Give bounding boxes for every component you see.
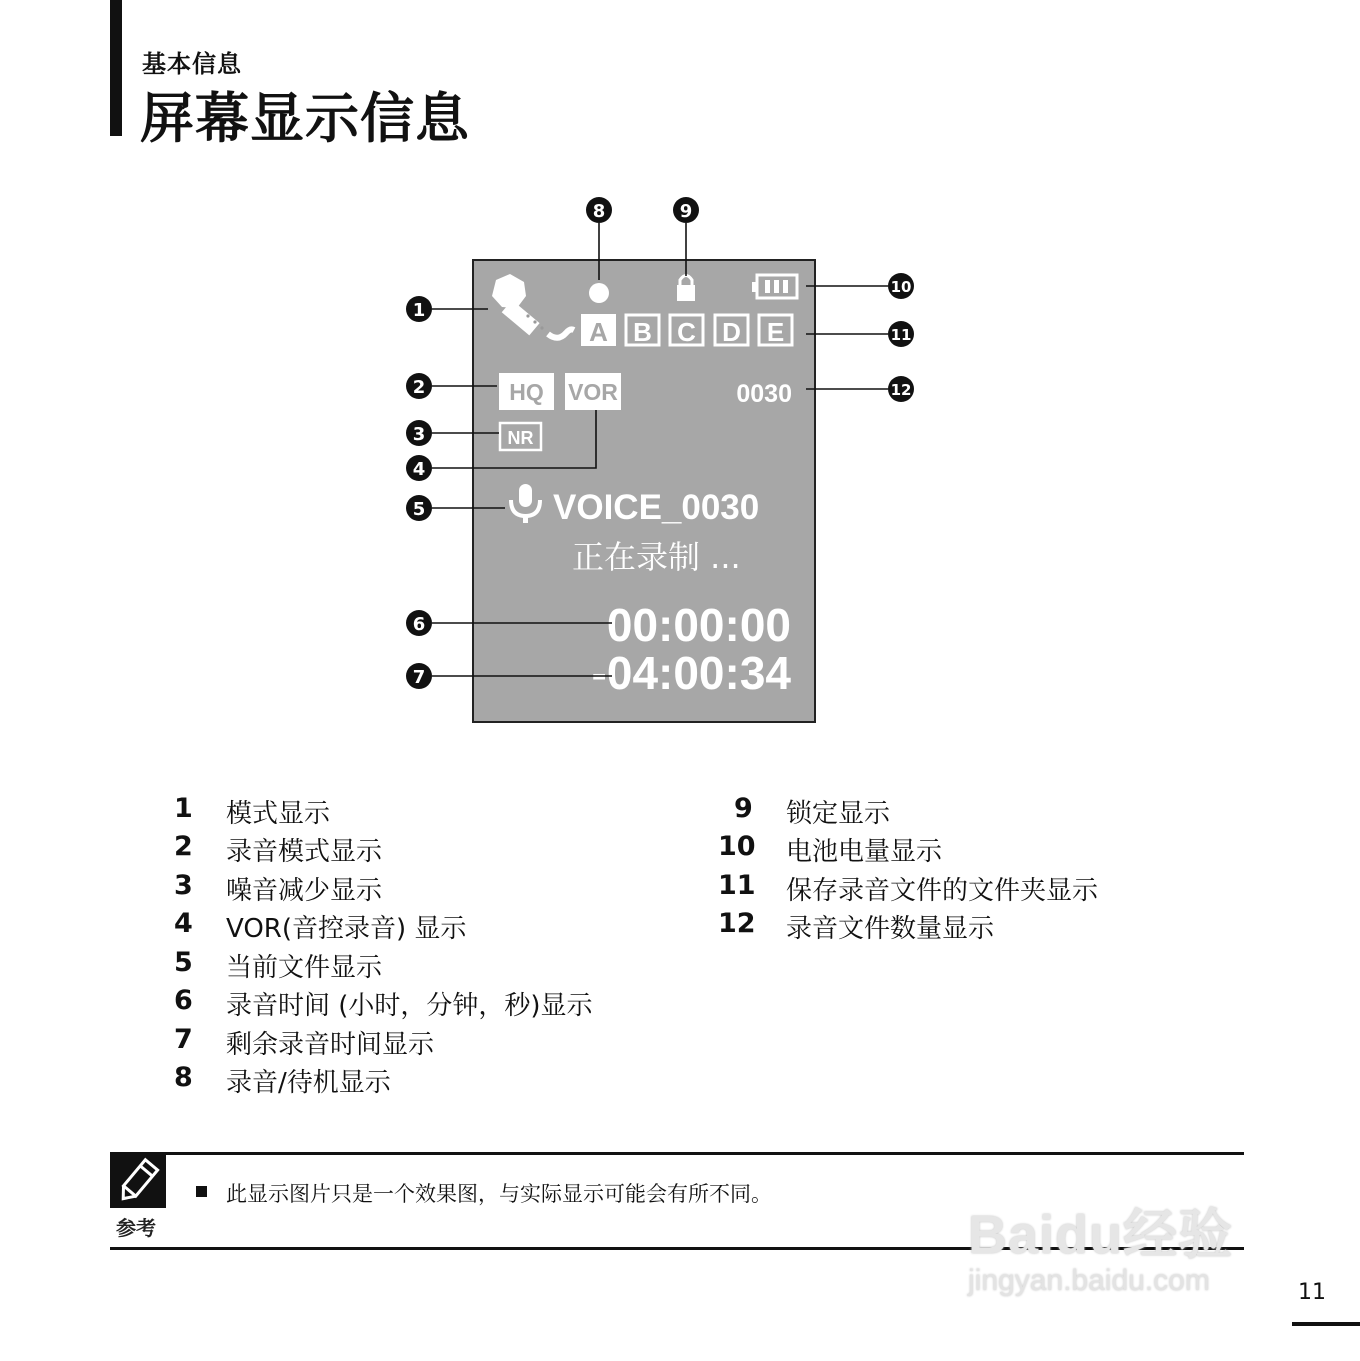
note-bullet xyxy=(196,1186,207,1197)
callout-10 xyxy=(888,273,914,299)
section-label: 基本信息 xyxy=(142,50,242,78)
callout-7 xyxy=(406,663,432,689)
note-top-rule xyxy=(110,1152,1244,1155)
svg-text:7: 7 xyxy=(412,667,426,688)
svg-text:1: 1 xyxy=(412,300,426,321)
vor-badge xyxy=(565,373,621,410)
recording-status: 正在录制 ... xyxy=(572,538,741,576)
callout-9 xyxy=(673,197,699,223)
note-label: 参考 xyxy=(116,1216,156,1240)
svg-text:10: 10 xyxy=(890,278,912,296)
callout-4 xyxy=(406,455,432,481)
svg-text:D: D xyxy=(722,317,741,347)
svg-text:C: C xyxy=(677,317,696,347)
svg-text:4: 4 xyxy=(412,459,426,480)
svg-text:3: 3 xyxy=(412,424,426,445)
callout-5 xyxy=(406,495,432,521)
callout-12 xyxy=(888,376,914,402)
svg-text:A: A xyxy=(589,317,608,347)
svg-text:NR: NR xyxy=(507,428,534,448)
svg-text:E: E xyxy=(766,317,785,347)
callout-2 xyxy=(406,373,432,399)
callout-11 xyxy=(888,321,914,347)
svg-text:6: 6 xyxy=(412,614,426,635)
file-count: 0030 xyxy=(736,380,792,408)
svg-text:8: 8 xyxy=(592,201,606,222)
file-name: VOICE_0030 xyxy=(553,488,760,527)
watermark-logo: Baidu经验 xyxy=(968,1205,1234,1265)
svg-text:12: 12 xyxy=(890,381,912,399)
record-time: 00:00:00 xyxy=(606,599,791,651)
page-number: 11 xyxy=(1298,1280,1326,1305)
page-title: 屏幕显示信息 xyxy=(140,87,470,150)
callout-6 xyxy=(406,610,432,636)
svg-text:2: 2 xyxy=(412,377,426,398)
note-text: 此显示图片只是一个效果图，与实际显示可能会有所不同。 xyxy=(226,1182,772,1206)
svg-text:11: 11 xyxy=(890,326,912,344)
hq-badge xyxy=(499,373,554,410)
pencil-note-icon xyxy=(110,1154,166,1208)
callout-1 xyxy=(406,296,432,322)
watermark-url: jingyan.baidu.com xyxy=(968,1264,1210,1297)
callout-3 xyxy=(406,420,432,446)
folder-a xyxy=(581,314,616,347)
svg-text:VOR: VOR xyxy=(568,379,618,405)
svg-text:9: 9 xyxy=(679,201,693,222)
page-number-rule xyxy=(1292,1322,1360,1326)
svg-text:5: 5 xyxy=(412,499,426,520)
record-dot-icon xyxy=(589,283,609,303)
svg-text:B: B xyxy=(633,317,652,347)
remaining-time: -04:00:34 xyxy=(591,647,791,699)
svg-text:HQ: HQ xyxy=(509,379,544,405)
callout-8 xyxy=(586,197,612,223)
